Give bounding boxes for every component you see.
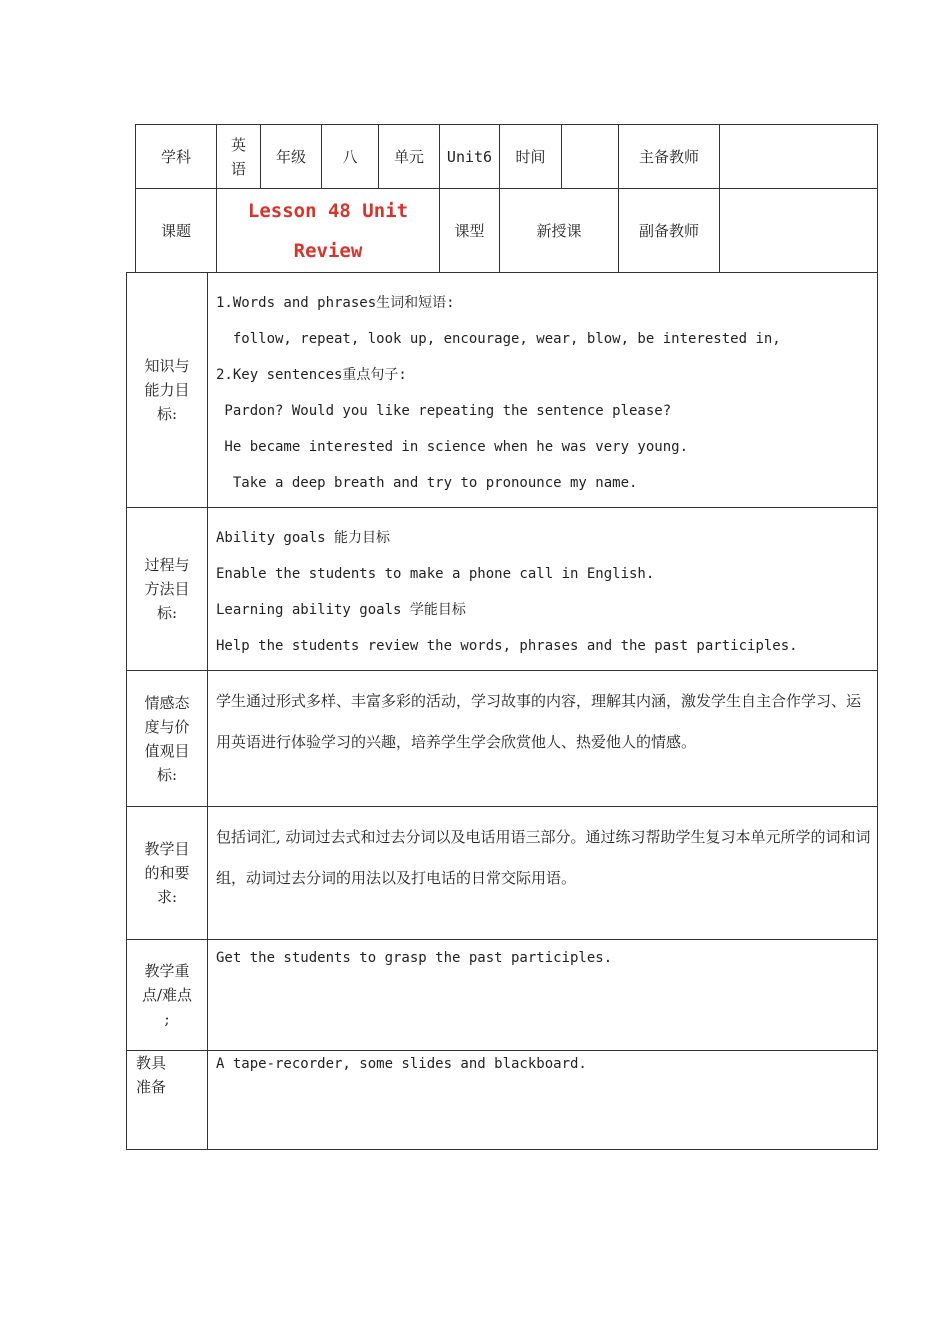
assistant-teacher-value — [720, 189, 878, 273]
objectives-table — [126, 272, 878, 1150]
lead-teacher-label: 主备教师 — [619, 125, 720, 189]
materials-content: A tape-recorder, some slides and blackboard. — [208, 1051, 878, 1150]
key-points-label: 教学重 点/难点 ; — [127, 940, 208, 1051]
knowledge-line: follow, repeat, look up, encourage, wear, blow, be interested in, — [216, 331, 781, 347]
grade-value: 八 — [322, 125, 379, 189]
knowledge-line: 2.Key sentences重点句子: — [216, 367, 407, 383]
type-value: 新授课 — [500, 189, 619, 273]
aims-label: 教学目 的和要 求: — [127, 807, 208, 940]
process-content — [208, 508, 878, 671]
knowledge-line: Take a deep breath and try to pronounce my name. — [216, 475, 638, 491]
lesson-title: Lesson 48 Unit Review — [217, 189, 440, 273]
knowledge-label: 知识与 能力目 标: — [127, 273, 208, 508]
unit-label: 单元 — [379, 125, 440, 189]
process-line: Ability goals 能力目标 — [216, 530, 391, 546]
knowledge-line: He became interested in science when he was very young. — [216, 439, 689, 455]
time-value — [562, 125, 619, 189]
assistant-teacher-label: 副备教师 — [619, 189, 720, 273]
process-line: Help the students review the words, phrases and the past participles. — [216, 638, 798, 654]
process-line: Learning ability goals 学能目标 — [216, 602, 466, 618]
knowledge-line: 1.Words and phrases生词和短语: — [216, 295, 455, 311]
subject-label: 学科 — [136, 125, 217, 189]
process-line: Enable the students to make a phone call in English. — [216, 566, 655, 582]
header-table — [135, 124, 878, 273]
knowledge-content — [208, 273, 878, 508]
type-label: 课型 — [440, 189, 500, 273]
subject-value: 英语 — [217, 125, 261, 189]
emotion-content: 学生通过形式多样、丰富多彩的活动，学习故事的内容，理解其内涵，激发学生自主合作学习、运用英语进行体验学习的兴趣，培养学生学会欣赏他人、热爱他人的情感。 — [208, 671, 878, 807]
knowledge-line: Pardon? Would you like repeating the sentence please? — [216, 403, 672, 419]
emotion-label: 情感态 度与价 值观目 标: — [127, 671, 208, 807]
process-label: 过程与 方法目 标: — [127, 508, 208, 671]
time-label: 时间 — [500, 125, 562, 189]
grade-label: 年级 — [261, 125, 322, 189]
key-points-content: Get the students to grasp the past participles. — [208, 940, 878, 1051]
lead-teacher-value — [720, 125, 878, 189]
aims-content: 包括词汇, 动词过去式和过去分词以及电话用语三部分。通过练习帮助学生复习本单元所学的词和词组，动词过去分词的用法以及打电话的日常交际用语。 — [208, 807, 878, 940]
materials-label: 教具 准备 — [127, 1051, 208, 1150]
topic-label: 课题 — [136, 189, 217, 273]
unit-value: Unit6 — [440, 125, 500, 189]
